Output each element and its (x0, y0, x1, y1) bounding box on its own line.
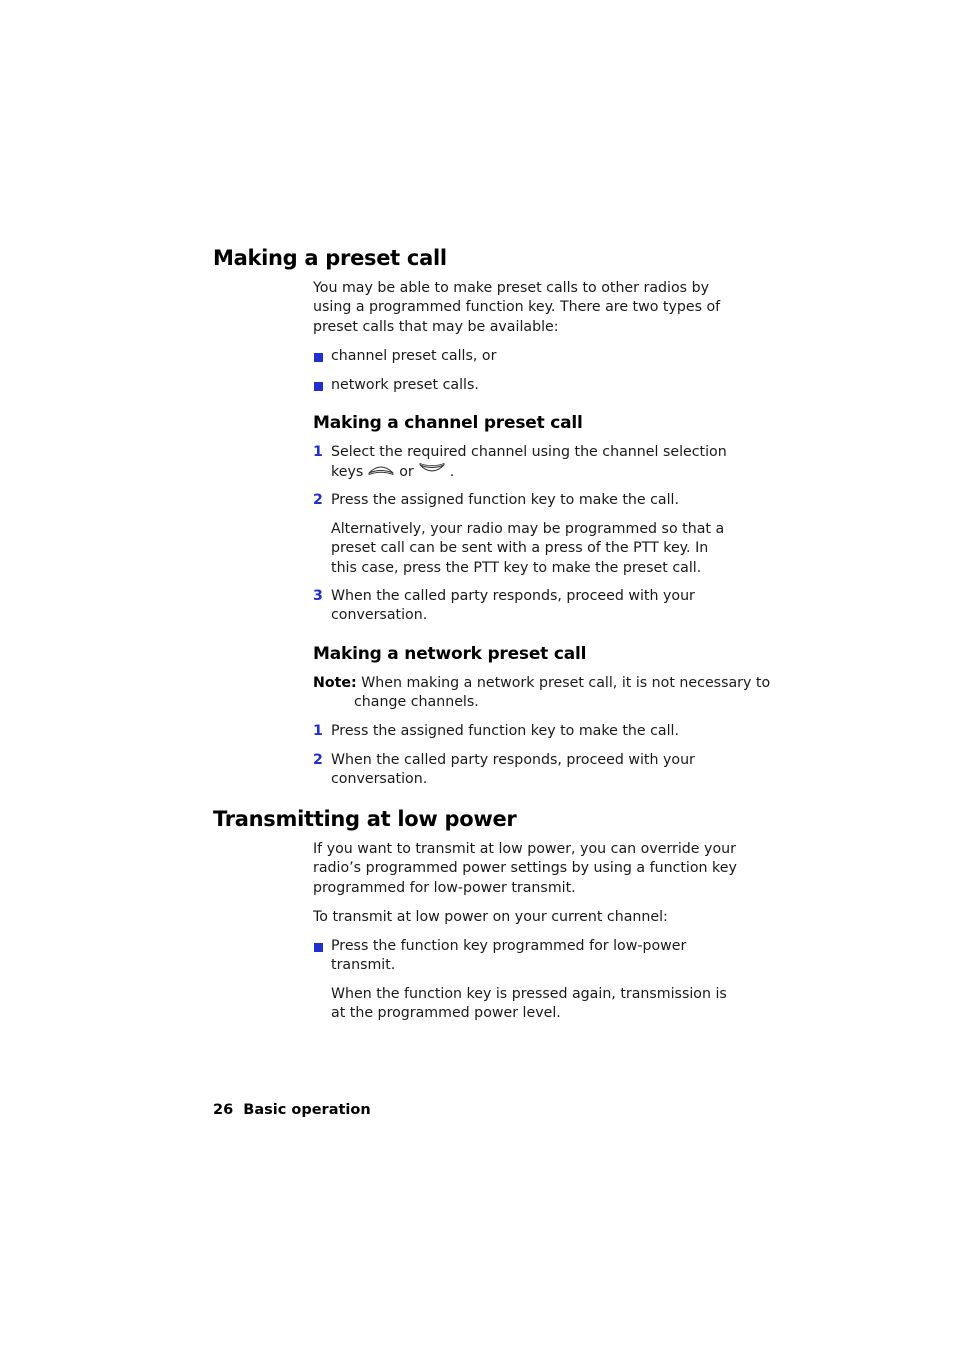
channel-step-1-text: Select the required channel using the channel selection keys (331, 444, 727, 481)
channel-step-2-alternative: Alternatively, your radio may be programmed so that a preset call can be sent with a press of the PTT key. In this case, press the PTT key to make the preset call. (331, 521, 725, 576)
page-footer (213, 1102, 371, 1118)
bullet-marker (314, 382, 323, 391)
preset-call-intro: You may be able to make preset calls to other radios by using a programmed function key. There are two types of preset calls that may be available: (313, 280, 721, 335)
bullet-marker (314, 353, 323, 362)
section-title-preset-call: Making a preset call (213, 246, 447, 270)
low-power-intro: If you want to transmit at low power, you can override your radio’s programmed power settings by using a function key programmed for low-power transmit. (313, 841, 737, 896)
note-label: Note: (313, 675, 357, 691)
step-number: 3 (313, 588, 323, 604)
network-note (313, 674, 774, 713)
channel-up-key-icon (367, 462, 395, 482)
low-power-lead: To transmit at low power on your current channel: (313, 909, 668, 925)
bullet-marker (314, 943, 323, 952)
channel-step-1-end: . (449, 464, 455, 481)
bullet-network-preset: network preset calls. (331, 377, 479, 393)
section-title-low-power: Transmitting at low power (213, 807, 517, 831)
note-text: When making a network preset call, it is not necessary to change channels. (354, 675, 771, 711)
network-step-1: Press the assigned function key to make the call. (331, 723, 680, 739)
low-power-bullet: Press the function key programmed for low-power transmit. (331, 938, 687, 974)
channel-down-key-icon (418, 462, 446, 482)
step-number: 1 (313, 444, 323, 460)
channel-step-1 (331, 443, 736, 483)
bullet-channel-preset: channel preset calls, or (331, 348, 497, 364)
step-number: 2 (313, 492, 323, 508)
subsection-title-channel-preset: Making a channel preset call (313, 413, 583, 433)
step-number: 1 (313, 723, 323, 739)
subsection-title-network-preset: Making a network preset call (313, 644, 587, 664)
network-step-2: When the called party responds, proceed with your conversation. (331, 752, 695, 788)
low-power-bullet-extra: When the function key is pressed again, transmission is at the programmed power level. (331, 986, 727, 1022)
channel-step-3: When the called party responds, proceed with your conversation. (331, 588, 695, 624)
channel-step-1-or: or (399, 464, 414, 481)
footer-section: Basic operation (243, 1102, 371, 1118)
page-number: 26 (213, 1102, 234, 1118)
channel-step-2: Press the assigned function key to make the call. (331, 492, 680, 508)
step-number: 2 (313, 752, 323, 768)
